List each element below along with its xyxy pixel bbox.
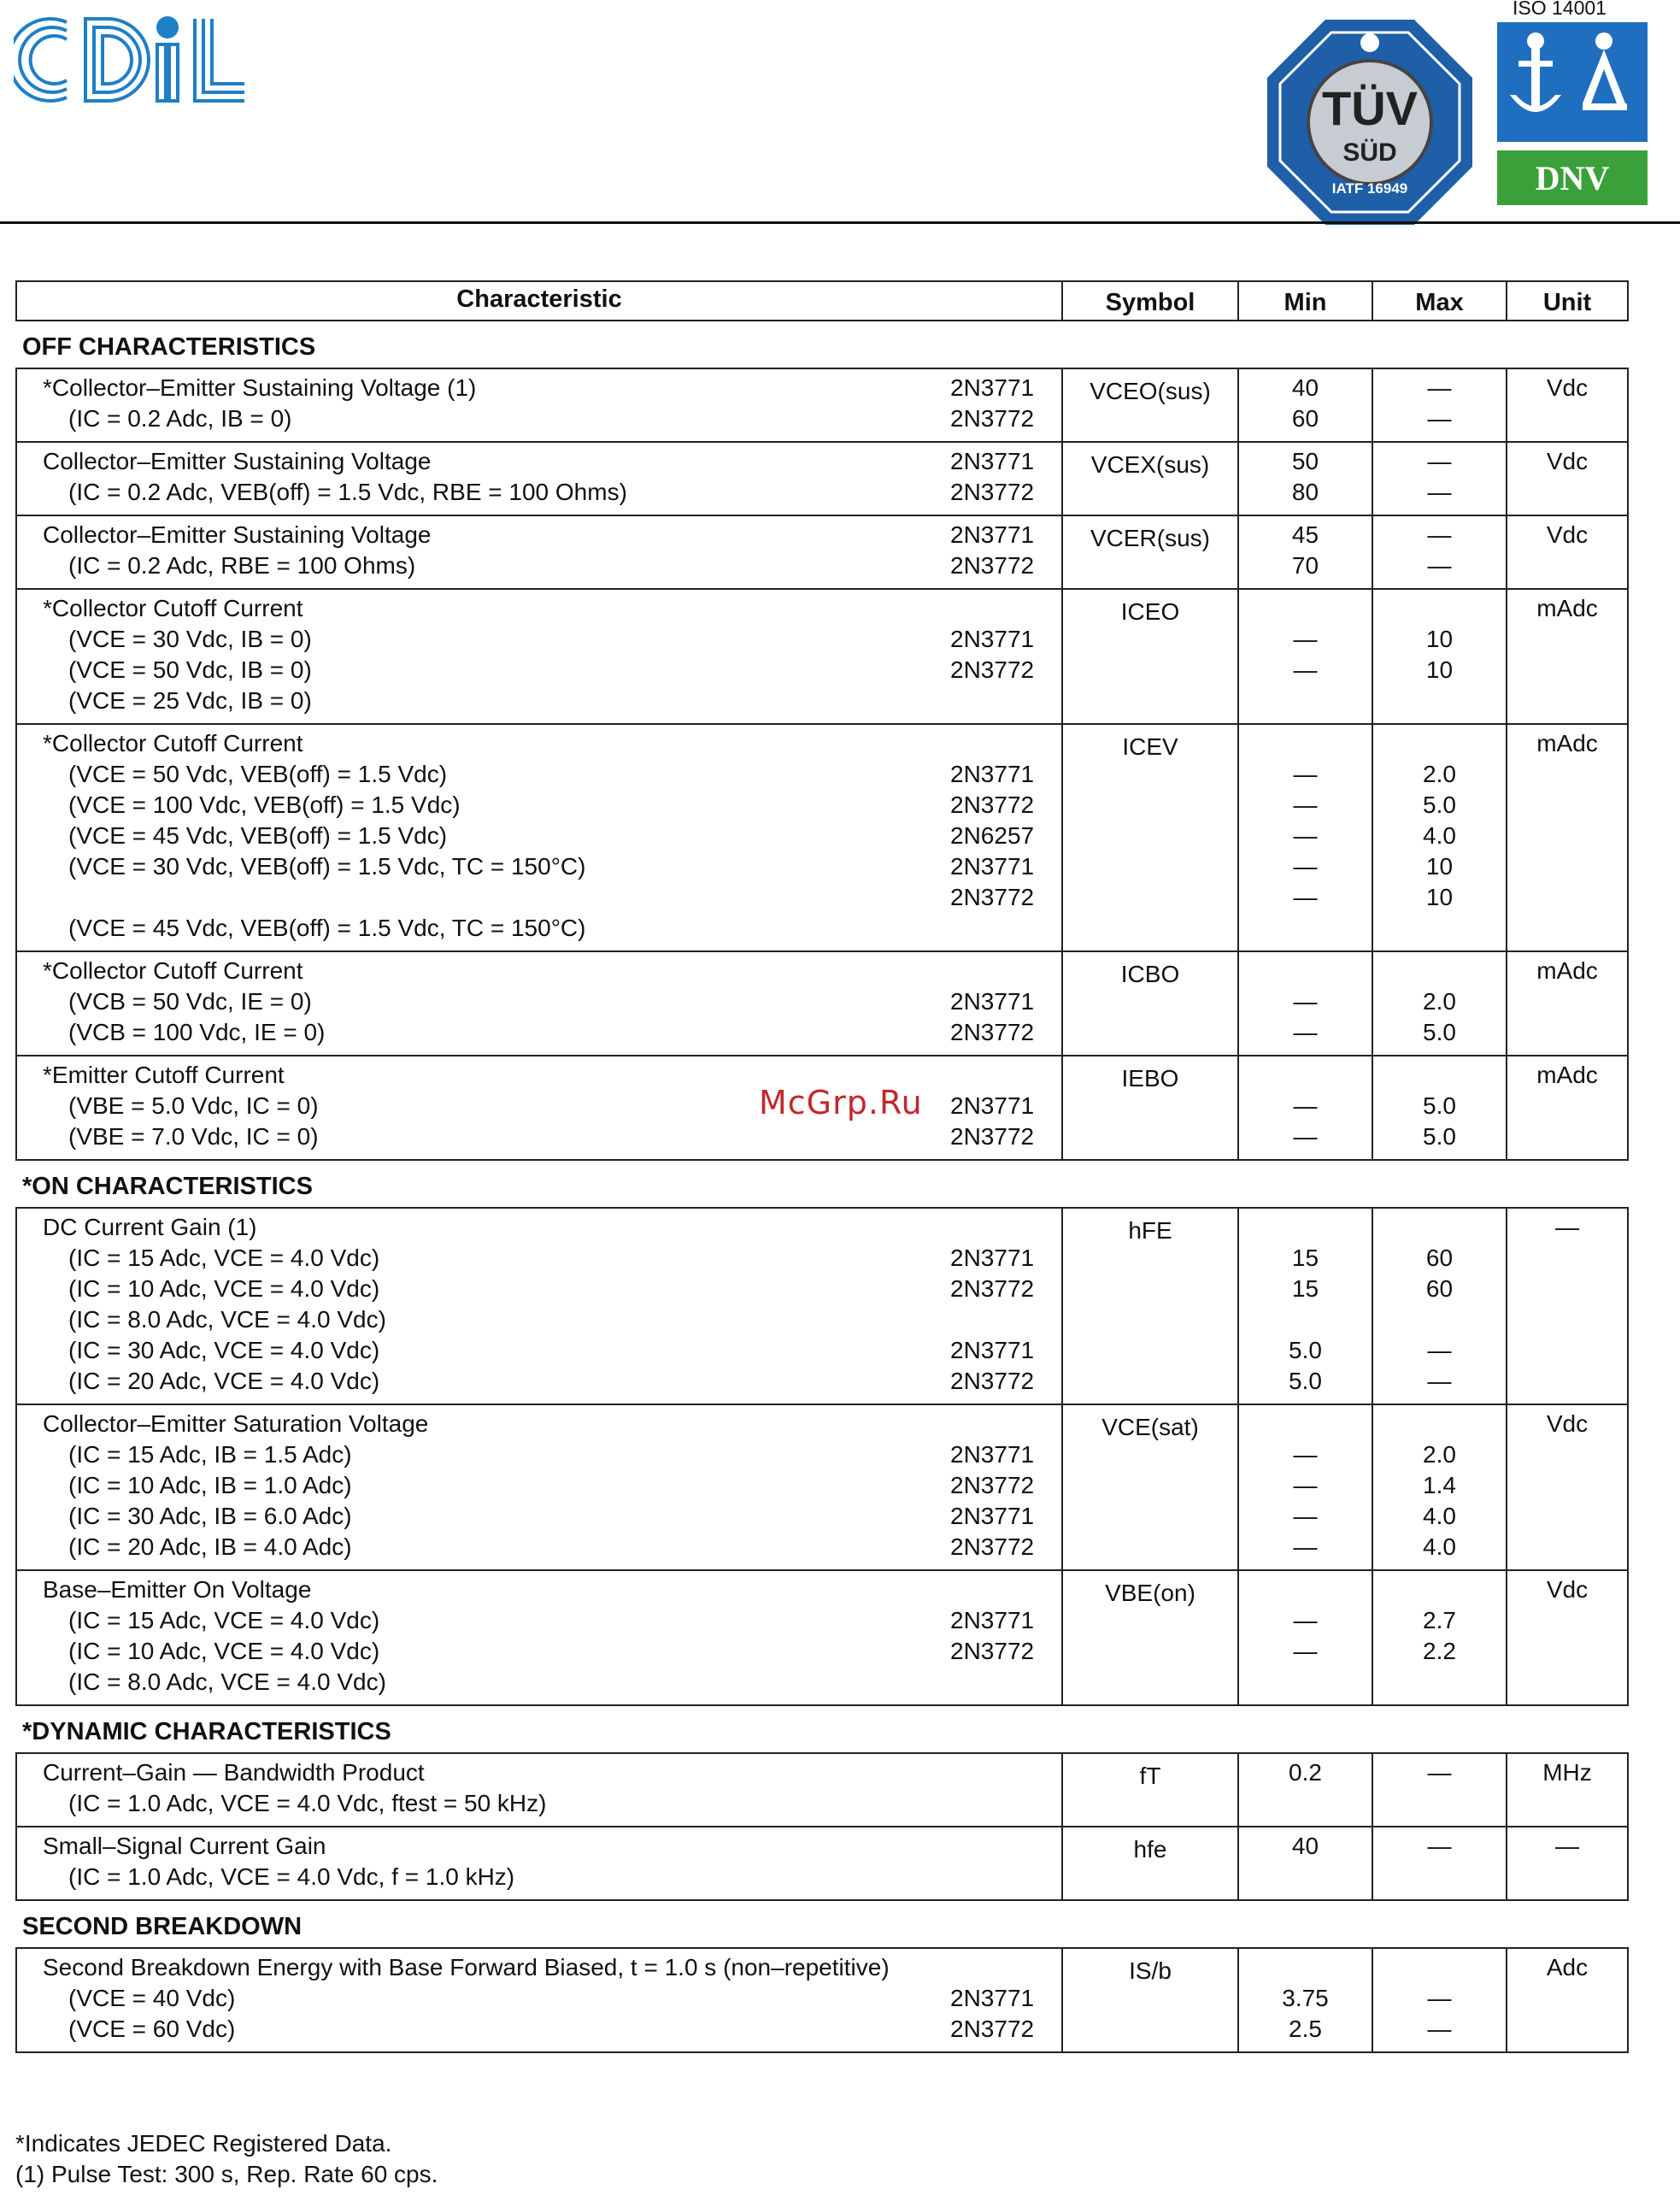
min-value: — xyxy=(1293,626,1318,652)
max-value: 2.0 xyxy=(1423,761,1456,787)
min-value: 2.5 xyxy=(1289,2016,1322,2042)
max-value: 1.4 xyxy=(1423,1472,1456,1498)
symbol-cell: IEBO xyxy=(1121,1065,1179,1092)
row-desc: Collector–Emitter Sustaining Voltage xyxy=(43,521,432,548)
header-unit: Unit xyxy=(1506,282,1627,320)
row-condition: (IC = 1.0 Adc, VCE = 4.0 Vdc, ftest = 50 kHz) xyxy=(68,1790,547,1816)
unit-cell: Vdc xyxy=(1546,1576,1589,1603)
max-value: 10 xyxy=(1425,626,1454,652)
device-label: 2N3771 xyxy=(950,448,1035,474)
row-condition: (VCE = 25 Vdc, IB = 0) xyxy=(68,687,312,714)
device-label: 2N3771 xyxy=(950,1985,1035,2011)
device-label: 2N3771 xyxy=(950,1092,1035,1119)
symbol-cell: fT xyxy=(1139,1763,1161,1789)
device-label: 2N3772 xyxy=(950,1019,1035,1045)
min-value: 0.2 xyxy=(1289,1759,1322,1786)
min-value: 70 xyxy=(1291,552,1319,579)
max-value: 60 xyxy=(1425,1245,1454,1271)
section-dynamic-title: *DYNAMIC CHARACTERISTICS xyxy=(22,1718,391,1745)
min-value: — xyxy=(1293,884,1318,910)
min-value: 3.75 xyxy=(1282,1985,1329,2011)
max-value: 10 xyxy=(1425,853,1454,880)
symbol-cell: VCER(sus) xyxy=(1090,525,1210,551)
header-symbol: Symbol xyxy=(1061,282,1237,320)
min-value: — xyxy=(1293,1533,1318,1560)
device-label: 2N3771 xyxy=(950,1607,1035,1633)
unit-cell: mAdc xyxy=(1536,957,1598,984)
row-condition: (VCB = 50 Vdc, IE = 0) xyxy=(68,988,312,1015)
min-value: 50 xyxy=(1291,448,1319,474)
symbol-cell: VCE(sat) xyxy=(1101,1414,1199,1440)
device-label: 2N3771 xyxy=(950,1441,1035,1468)
max-value: 4.0 xyxy=(1423,1533,1456,1560)
device-label: 2N3772 xyxy=(950,479,1035,505)
max-value: 10 xyxy=(1425,656,1454,683)
symbol-cell: VCEX(sus) xyxy=(1090,451,1210,478)
table-row xyxy=(17,950,1627,1055)
max-value: 2.7 xyxy=(1423,1607,1456,1633)
max-value: — xyxy=(1427,448,1452,474)
on-characteristics-block xyxy=(15,1207,1629,1706)
row-desc: *Collector Cutoff Current xyxy=(43,595,303,621)
symbol-cell: hfe xyxy=(1133,1836,1167,1863)
max-value: 4.0 xyxy=(1423,822,1456,849)
min-value: 45 xyxy=(1291,521,1319,548)
device-label: 2N3772 xyxy=(950,552,1035,579)
max-value: — xyxy=(1427,1985,1452,2011)
device-label: 2N3771 xyxy=(950,374,1035,401)
row-desc: *Collector Cutoff Current xyxy=(43,730,303,756)
max-value: — xyxy=(1427,1833,1452,1859)
max-value: 10 xyxy=(1425,884,1454,910)
table-row xyxy=(17,588,1627,723)
row-condition: (VCE = 40 Vdc) xyxy=(68,1985,236,2011)
symbol-cell: ICEV xyxy=(1122,733,1178,760)
min-value: 5.0 xyxy=(1289,1337,1322,1363)
row-condition: (IC = 0.2 Adc, IB = 0) xyxy=(68,405,292,432)
max-value: — xyxy=(1427,1368,1452,1394)
min-value: — xyxy=(1293,792,1318,818)
max-value: 4.0 xyxy=(1423,1503,1456,1529)
row-condition: (IC = 15 Adc, VCE = 4.0 Vdc) xyxy=(68,1245,380,1271)
unit-cell: — xyxy=(1555,1214,1579,1240)
table-header xyxy=(15,280,1629,321)
max-value: 5.0 xyxy=(1423,1123,1456,1150)
min-value: 40 xyxy=(1291,374,1319,401)
unit-cell: Adc xyxy=(1546,1954,1589,1980)
footnotes xyxy=(15,2128,438,2190)
row-condition: (VCE = 60 Vdc) xyxy=(68,2016,236,2042)
row-condition: (VCE = 30 Vdc, IB = 0) xyxy=(68,626,312,652)
dnv-text: DNV xyxy=(1535,159,1610,197)
device-label: 2N3771 xyxy=(950,1245,1035,1271)
row-condition: (IC = 15 Adc, VCE = 4.0 Vdc) xyxy=(68,1607,380,1633)
device-label: 2N3771 xyxy=(950,853,1035,880)
row-desc: Current–Gain — Bandwidth Product xyxy=(43,1759,425,1786)
table-row xyxy=(17,1754,1627,1826)
row-desc: DC Current Gain (1) xyxy=(43,1214,257,1240)
unit-cell: — xyxy=(1555,1833,1579,1859)
min-value: 60 xyxy=(1291,405,1319,432)
row-condition: (IC = 8.0 Adc, VCE = 4.0 Vdc) xyxy=(68,1668,386,1695)
unit-cell: mAdc xyxy=(1536,595,1598,621)
table-row xyxy=(17,369,1627,441)
footnote-pulse-test: (1) Pulse Test: 300 s, Rep. Rate 60 cps. xyxy=(15,2161,438,2187)
table-row xyxy=(17,1569,1627,1704)
max-value: 5.0 xyxy=(1423,1019,1456,1045)
row-desc: Collector–Emitter Sustaining Voltage xyxy=(43,448,432,474)
unit-cell: Vdc xyxy=(1546,521,1589,548)
row-condition: (IC = 20 Adc, VCE = 4.0 Vdc) xyxy=(68,1368,380,1394)
row-condition: (IC = 0.2 Adc, VEB(off) = 1.5 Vdc, RBE = 100 Ohms) xyxy=(68,479,627,505)
device-label: 2N3771 xyxy=(950,1337,1035,1363)
device-label: 2N3771 xyxy=(950,626,1035,652)
symbol-cell: ICEO xyxy=(1120,598,1180,625)
row-desc: *Emitter Cutoff Current xyxy=(43,1062,285,1088)
device-label: 2N3772 xyxy=(950,1123,1035,1150)
min-value: — xyxy=(1293,1441,1318,1468)
header-characteristic: Characteristic xyxy=(456,285,622,313)
unit-cell: MHz xyxy=(1542,1759,1592,1786)
off-characteristics-block xyxy=(15,368,1629,1161)
max-value: — xyxy=(1427,521,1452,548)
watermark: McGrp.Ru xyxy=(759,1084,923,1121)
cdil-logo xyxy=(14,10,249,109)
row-condition: (IC = 10 Adc, VCE = 4.0 Vdc) xyxy=(68,1638,380,1664)
max-value: 2.0 xyxy=(1423,1441,1456,1468)
device-label: 2N3772 xyxy=(950,1275,1035,1302)
unit-cell: Vdc xyxy=(1546,1410,1589,1437)
max-value: — xyxy=(1427,2016,1452,2042)
row-condition: (IC = 10 Adc, VCE = 4.0 Vdc) xyxy=(68,1275,380,1302)
max-value: — xyxy=(1427,552,1452,579)
symbol-cell: ICBO xyxy=(1120,961,1180,987)
max-value: — xyxy=(1427,405,1452,432)
row-desc: Base–Emitter On Voltage xyxy=(43,1576,312,1603)
row-condition: (VBE = 7.0 Vdc, IC = 0) xyxy=(68,1123,319,1150)
min-value: — xyxy=(1293,1123,1318,1150)
row-condition: (VCE = 45 Vdc, VEB(off) = 1.5 Vdc, TC = 150°C) xyxy=(68,915,586,941)
row-condition: (IC = 8.0 Adc, VCE = 4.0 Vdc) xyxy=(68,1306,386,1333)
row-condition: (VCE = 50 Vdc, IB = 0) xyxy=(68,656,312,683)
max-value: — xyxy=(1427,1759,1452,1786)
min-value: — xyxy=(1293,761,1318,787)
symbol-cell: IS/b xyxy=(1129,1957,1172,1984)
max-value: 5.0 xyxy=(1423,792,1456,818)
device-label: 2N3771 xyxy=(950,761,1035,787)
row-desc: Small–Signal Current Gain xyxy=(43,1833,326,1859)
unit-cell: mAdc xyxy=(1536,1062,1598,1088)
max-value: — xyxy=(1427,479,1452,505)
row-desc: *Collector–Emitter Sustaining Voltage (1) xyxy=(43,374,477,401)
row-condition: (IC = 30 Adc, VCE = 4.0 Vdc) xyxy=(68,1337,380,1363)
row-condition: (IC = 1.0 Adc, VCE = 4.0 Vdc, f = 1.0 kHz) xyxy=(68,1863,515,1890)
min-value: 80 xyxy=(1291,479,1319,505)
section-off-title: OFF CHARACTERISTICS xyxy=(22,333,316,361)
device-label: 2N3772 xyxy=(950,1638,1035,1664)
table-row xyxy=(17,723,1627,950)
symbol-cell: VBE(on) xyxy=(1105,1580,1195,1606)
table-row xyxy=(17,1404,1627,1569)
table-row xyxy=(17,1209,1627,1404)
min-value: 5.0 xyxy=(1289,1368,1322,1394)
table-row xyxy=(17,1949,1627,2051)
row-desc: *Collector Cutoff Current xyxy=(43,957,303,984)
row-condition: (VCE = 100 Vdc, VEB(off) = 1.5 Vdc) xyxy=(68,792,461,818)
device-label: 2N3772 xyxy=(950,2016,1035,2042)
row-condition: (IC = 0.2 Adc, RBE = 100 Ohms) xyxy=(68,552,416,579)
max-value: — xyxy=(1427,1337,1452,1363)
device-label: 2N3772 xyxy=(950,1533,1035,1560)
unit-cell: Vdc xyxy=(1546,374,1589,401)
unit-cell: Vdc xyxy=(1546,448,1589,474)
min-value: — xyxy=(1293,1638,1318,1664)
min-value: — xyxy=(1293,988,1318,1015)
min-value: 15 xyxy=(1291,1275,1319,1302)
max-value: 60 xyxy=(1425,1275,1454,1302)
device-label: 2N3771 xyxy=(950,988,1035,1015)
device-label: 2N3772 xyxy=(950,1368,1035,1394)
min-value: — xyxy=(1293,1092,1318,1119)
row-condition: (VCE = 45 Vdc, VEB(off) = 1.5 Vdc) xyxy=(68,822,448,849)
header-min: Min xyxy=(1237,282,1372,320)
row-condition: (IC = 20 Adc, IB = 4.0 Adc) xyxy=(68,1533,352,1560)
row-condition: (VCE = 50 Vdc, VEB(off) = 1.5 Vdc) xyxy=(68,761,448,787)
row-condition: (VBE = 5.0 Vdc, IC = 0) xyxy=(68,1092,319,1119)
dnv-badge xyxy=(1497,22,1648,205)
table-row xyxy=(17,515,1627,588)
min-value: — xyxy=(1293,853,1318,880)
min-value: — xyxy=(1293,1503,1318,1529)
row-condition: (IC = 30 Adc, IB = 6.0 Adc) xyxy=(68,1503,352,1529)
min-value: — xyxy=(1293,656,1318,683)
min-value: — xyxy=(1293,822,1318,849)
tuv-cert-text: IATF 16949 xyxy=(1331,180,1408,197)
device-label: 2N3772 xyxy=(950,1472,1035,1498)
second-breakdown-block xyxy=(15,1947,1629,2053)
footnote-jedec: *Indicates JEDEC Registered Data. xyxy=(15,2130,392,2157)
tuv-bottom-text: SÜD xyxy=(1342,138,1397,167)
device-label: 2N6257 xyxy=(950,822,1035,849)
min-value: — xyxy=(1293,1019,1318,1045)
max-value: 5.0 xyxy=(1423,1092,1456,1119)
tuv-sud-badge xyxy=(1263,15,1477,229)
max-value: 2.2 xyxy=(1423,1638,1456,1664)
row-desc: Collector–Emitter Saturation Voltage xyxy=(43,1410,429,1437)
table-row xyxy=(17,1826,1627,1899)
min-value: — xyxy=(1293,1607,1318,1633)
section-second-breakdown-title: SECOND BREAKDOWN xyxy=(22,1913,303,1940)
device-label: 2N3772 xyxy=(950,405,1035,432)
section-on-title: *ON CHARACTERISTICS xyxy=(22,1173,313,1200)
symbol-cell: VCEO(sus) xyxy=(1090,378,1211,404)
symbol-cell: hFE xyxy=(1128,1217,1172,1244)
row-condition: (VCE = 30 Vdc, VEB(off) = 1.5 Vdc, TC = 150°C) xyxy=(68,853,586,880)
row-desc: Second Breakdown Energy with Base Forward Biased, t = 1.0 s (non–repetitive) xyxy=(43,1954,890,1980)
characteristics-table xyxy=(15,280,1629,2053)
iso-label: ISO 14001 xyxy=(1513,0,1607,19)
min-value: 15 xyxy=(1291,1245,1319,1271)
dynamic-characteristics-block xyxy=(15,1752,1629,1901)
device-label: 2N3771 xyxy=(950,1503,1035,1529)
row-condition: (IC = 10 Adc, IB = 1.0 Adc) xyxy=(68,1472,352,1498)
min-value: 40 xyxy=(1291,1833,1319,1859)
table-row xyxy=(17,441,1627,515)
device-label: 2N3772 xyxy=(950,884,1035,910)
header-rule xyxy=(0,221,1680,224)
device-label: 2N3771 xyxy=(950,521,1035,548)
device-label: 2N3772 xyxy=(950,792,1035,818)
row-condition: (IC = 15 Adc, IB = 1.5 Adc) xyxy=(68,1441,352,1468)
unit-cell: mAdc xyxy=(1536,730,1598,756)
row-condition: (VCB = 100 Vdc, IE = 0) xyxy=(68,1019,326,1045)
min-value: — xyxy=(1293,1472,1318,1498)
max-value: — xyxy=(1427,374,1452,401)
max-value: 2.0 xyxy=(1423,988,1456,1015)
device-label: 2N3772 xyxy=(950,656,1035,683)
header-max: Max xyxy=(1372,282,1506,320)
tuv-top-text: TÜV xyxy=(1322,81,1418,135)
